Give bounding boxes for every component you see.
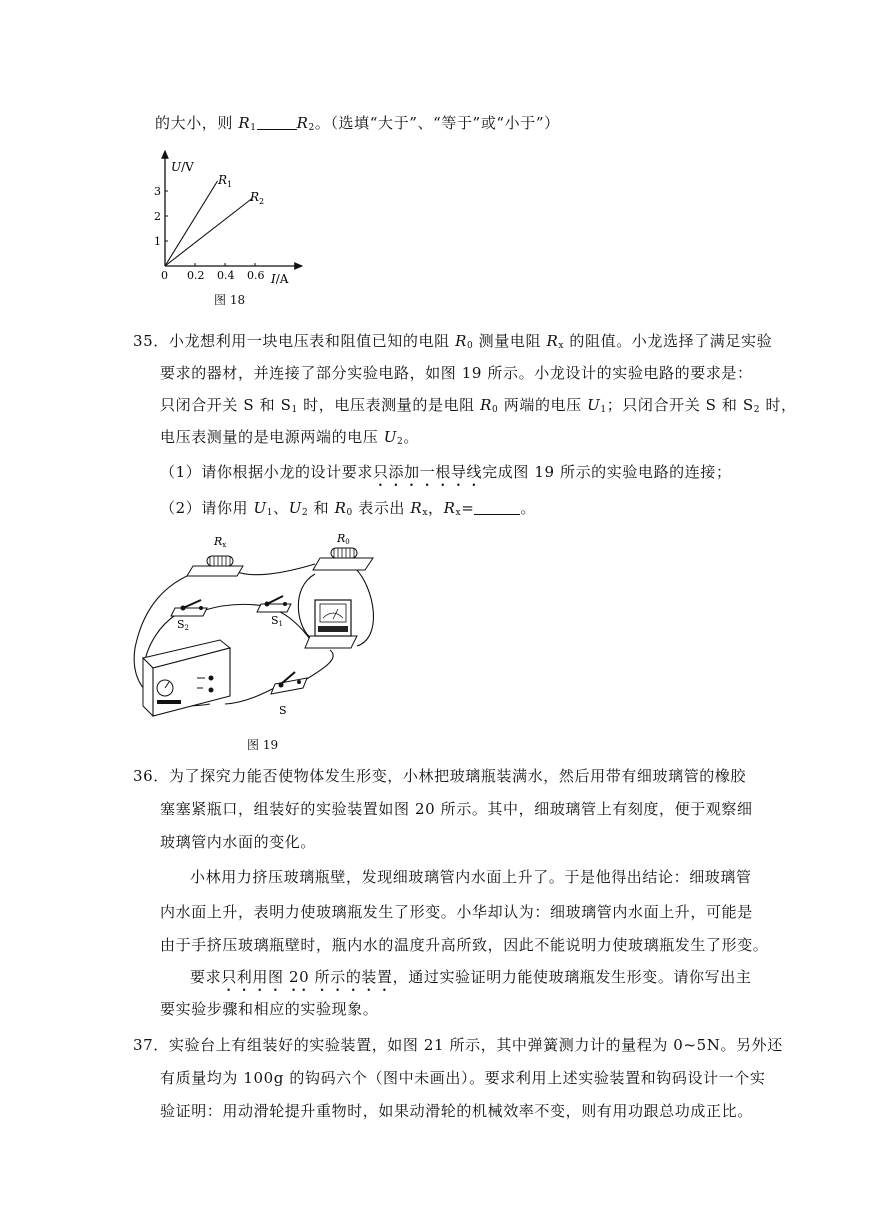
label-rx: Rx — [214, 535, 227, 549]
label-r0: R0 — [337, 532, 350, 546]
resistor-r0 — [313, 548, 373, 570]
x-tick-label: 0.4 — [217, 269, 235, 282]
x-axis-label: I/A — [271, 272, 289, 286]
question-number: 36． — [133, 767, 169, 785]
series-line-r2 — [165, 199, 252, 267]
q35-line-2: 要求的器材，并连接了部分实验电路，如图 19 所示。小龙设计的实验电路的要求是： — [160, 364, 753, 382]
label-s2: S2 — [177, 618, 190, 632]
y-tick-label: 1 — [154, 235, 161, 248]
answer-blank-r1-r2[interactable] — [257, 115, 297, 130]
q36-line-6: 由于手挤压玻璃瓶壁时，瓶内水的温度升高所致，因此不能说明力使玻璃瓶发生了形变。 — [160, 936, 769, 954]
q36-line-3: 玻璃管内水面的变化。 — [160, 833, 317, 851]
q35-subquestion-2: （2）请你用 $U_1$、$U_2$ 和 $R_0$ 表示出 $R_x$，$R_x=$ 。 — [160, 499, 536, 518]
y-axis-label: U/V — [171, 160, 194, 174]
q36-line-4: 小林用力挤压玻璃瓶壁，发现细玻璃管内水面上升了。于是他得出结论：细玻璃管 — [190, 868, 752, 886]
question-number: 35． — [133, 332, 169, 350]
q37-line-2: 有质量均为 100g 的钩码六个（图中未画出）。要求利用上述实验装置和钩码设计一个实 — [160, 1069, 766, 1087]
figure-19-circuit — [125, 528, 390, 728]
x-tick-label: 0.2 — [187, 269, 205, 282]
q36-line-5: 内水面上升，表明力使玻璃瓶发生了形变。小华却认为：细玻璃管内水面上升，可能是 — [160, 903, 753, 921]
x-tick-label: 0.6 — [247, 269, 265, 282]
q37-line-3: 验证明：用动滑轮提升重物时，如果动滑轮的机械效率不变，则有用功跟总功成正比。 — [160, 1102, 753, 1120]
emphasized-text: 只添加一根导线 — [372, 463, 483, 481]
wire — [237, 564, 315, 575]
answer-blank-rx[interactable] — [474, 500, 520, 515]
figure-18-caption: 图 18 — [214, 293, 246, 307]
series-line-r1 — [165, 181, 218, 266]
q35-subquestion-1: （1）请你根据小龙的设计要求只添加一根导线完成图 19 所示的实验电路的连接； — [160, 463, 732, 481]
figure-19-caption: 图 19 — [247, 738, 279, 752]
resistor-rx — [187, 556, 243, 576]
voltmeter — [305, 600, 357, 648]
q36-line-1: 36．为了探究力能否使物体发生形变，小林把玻璃瓶装满水，然后用带有细玻璃管的橡胶 — [133, 767, 747, 785]
switch-s2 — [171, 600, 207, 616]
series-label-r2: $R_2$ — [250, 190, 265, 206]
q34-tail-line: 的大小，则 $R_1$ $R_2$。（选填“大于”、“等于”或“小于”） — [155, 114, 560, 133]
figure-18-graph — [140, 145, 315, 290]
wire — [305, 650, 333, 680]
question-number: 37． — [133, 1036, 169, 1054]
q36-line-2: 塞塞紧瓶口，组装好的实验装置如图 20 所示。其中，细玻璃管上有刻度，便于观察细 — [160, 800, 753, 818]
power-supply — [143, 640, 230, 716]
label-s: S — [279, 704, 287, 717]
y-tick-label: 2 — [154, 210, 161, 223]
origin-label: 0 — [161, 269, 168, 282]
y-tick-label: 3 — [154, 185, 161, 198]
q37-line-1: 37．实验台上有组装好的实验装置，如图 21 所示，其中弹簧测力计的量程为 0~5N。另外还 — [133, 1036, 783, 1054]
q35-line-3: 只闭合开关 S 和 $S_1$ 时，电压表测量的是电阻 $R_0$ 两端的电压 $U_1$；只闭合开关 S 和 $S_2$ 时， — [160, 396, 797, 415]
emphasized-text: 只利用图 20 所示的装置 — [221, 968, 393, 986]
series-label-r1: $R_1$ — [218, 173, 233, 189]
wire — [205, 604, 265, 610]
q36-line-8: 要实验步骤和相应的实验现象。 — [160, 1000, 379, 1018]
switch-s1 — [257, 596, 291, 612]
q36-line-7: 要求只利用图 20 所示的装置，通过实验证明力能使玻璃瓶发生形变。请你写出主 — [190, 968, 752, 986]
switch-s — [271, 672, 307, 694]
q35-line-4: 电压表测量的是电源两端的电压 $U_2$。 — [160, 428, 419, 447]
label-s1: S1 — [271, 614, 284, 628]
wire — [355, 568, 373, 646]
wire — [225, 685, 280, 704]
q35-line-1: 35．小龙想利用一块电压表和阻值已知的电阻 $R_0$ 测量电阻 $R_x$ 的阻值。小龙选择了满足实验 — [133, 332, 773, 351]
